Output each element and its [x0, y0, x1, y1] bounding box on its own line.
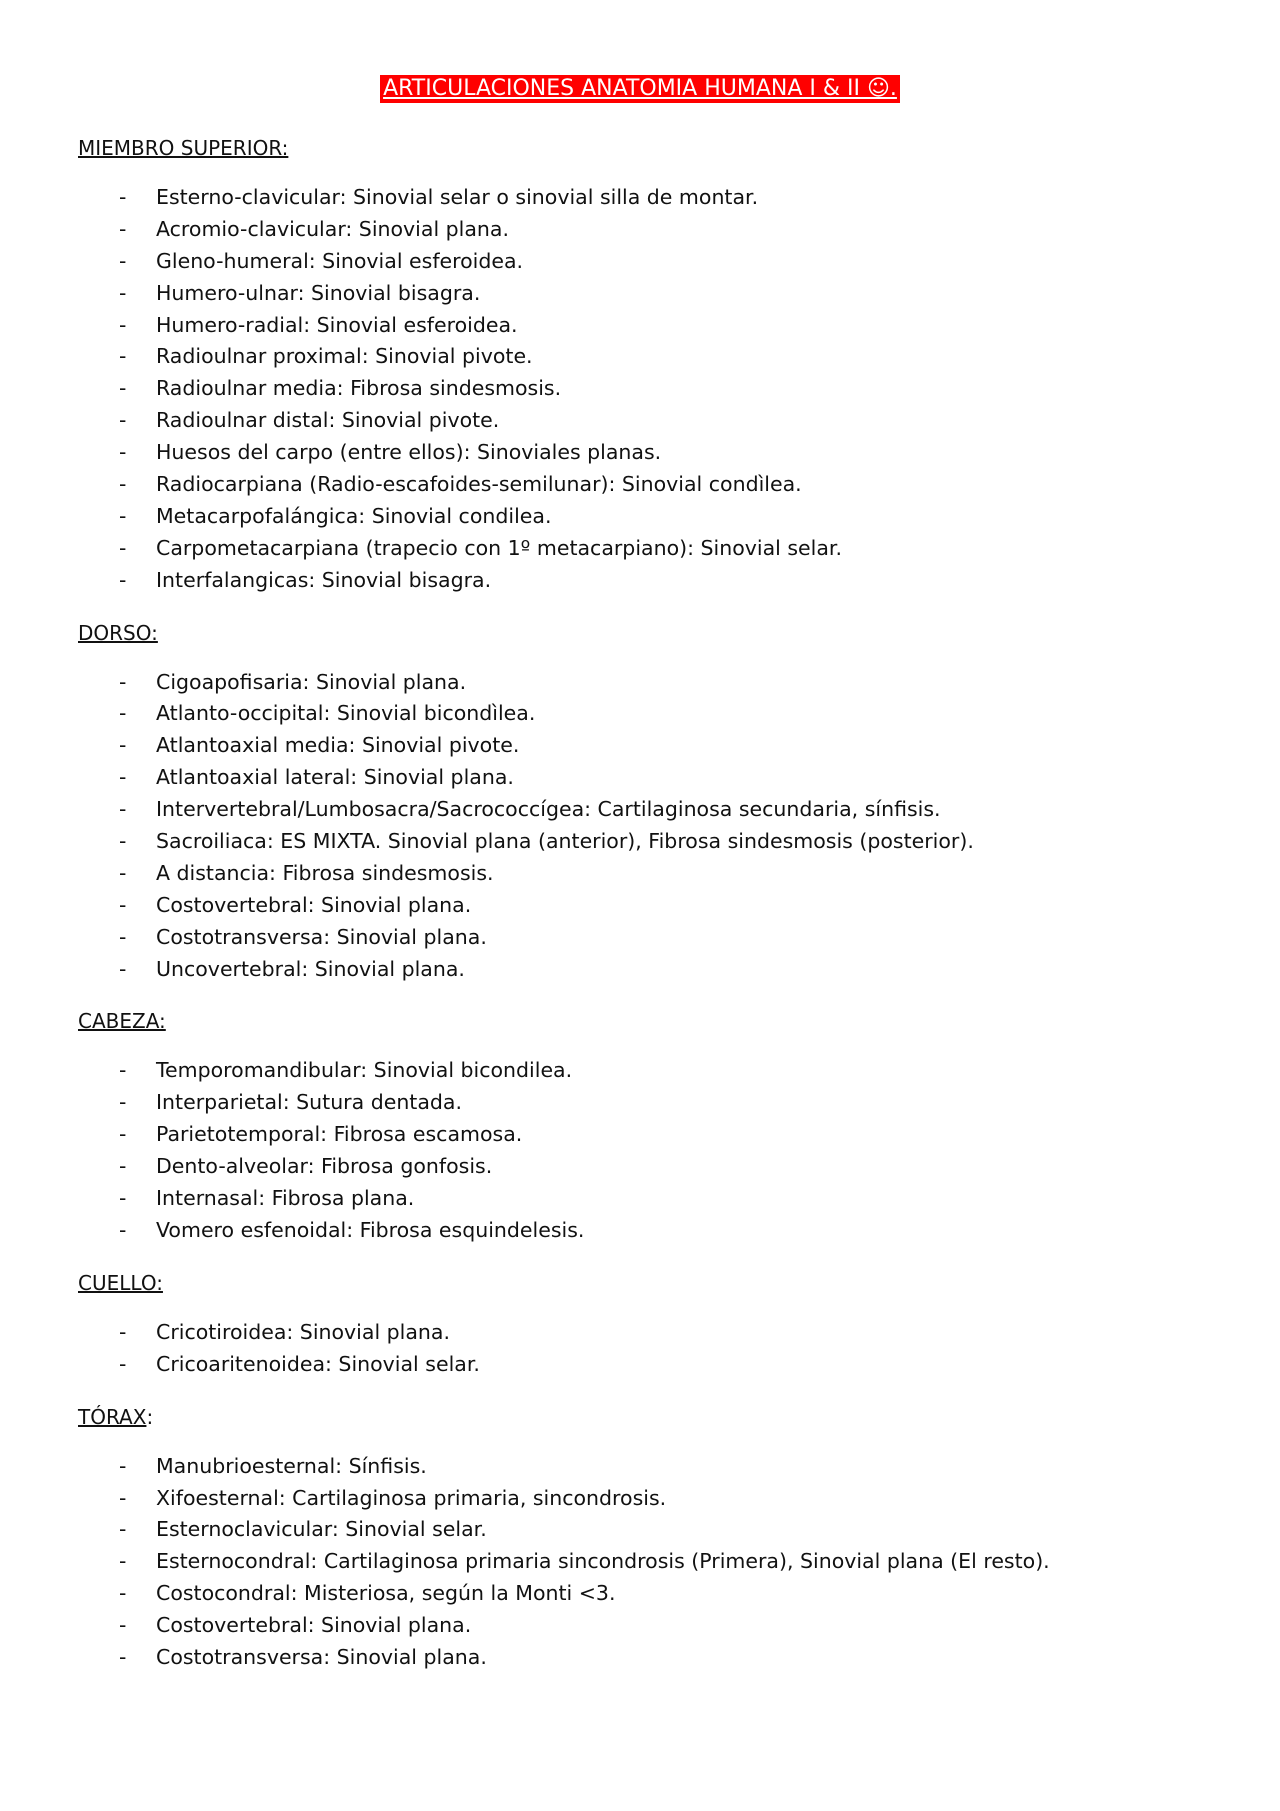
bullet-dash: -	[119, 248, 127, 273]
list-item-text: Cricoaritenoidea: Sinovial selar.	[156, 1351, 480, 1376]
bullet-dash: -	[119, 440, 127, 465]
list-item	[78, 954, 1208, 986]
list-item-text: Temporomandibular: Sinovial bicondilea.	[156, 1058, 573, 1083]
list-item-text: Parietotemporal: Fibrosa escamosa.	[156, 1122, 523, 1147]
list-item-text: Metacarpofalángica: Sinovial condilea.	[156, 503, 552, 528]
section	[78, 619, 1208, 986]
list-item	[78, 405, 1208, 437]
bullet-dash: -	[119, 1122, 127, 1147]
list-item	[78, 373, 1208, 405]
list-item-text: Interfalangicas: Sinovial bisagra.	[156, 567, 492, 592]
list-item-text: Costovertebral: Sinovial plana.	[156, 1613, 472, 1638]
bullet-dash: -	[119, 829, 127, 854]
bullet-dash: -	[119, 1090, 127, 1115]
bullet-dash: -	[119, 1186, 127, 1211]
section-heading	[78, 1007, 1208, 1035]
list-item	[78, 730, 1208, 762]
list-item	[78, 1183, 1208, 1215]
list-item-text: Radioulnar proximal: Sinovial pivote.	[156, 344, 533, 369]
section	[78, 1403, 1208, 1674]
section-heading	[78, 1269, 1208, 1297]
list-item	[78, 1578, 1208, 1610]
bullet-dash: -	[119, 701, 127, 726]
bullet-dash: -	[119, 535, 127, 560]
list-item	[78, 565, 1208, 597]
list-item-text: Carpometacarpiana (trapecio con 1º metacarpiano): Sinovial selar.	[156, 535, 842, 560]
list-item-text: Atlanto-occipital: Sinovial bicondìlea.	[156, 701, 536, 726]
list-item-text: Uncovertebral: Sinovial plana.	[156, 956, 465, 981]
item-list	[78, 182, 1208, 597]
section	[78, 1269, 1208, 1381]
list-item	[78, 1317, 1208, 1349]
list-item	[78, 1215, 1208, 1247]
bullet-dash: -	[119, 1549, 127, 1574]
list-item	[78, 278, 1208, 310]
list-item-text: Manubrioesternal: Sínfisis.	[156, 1453, 427, 1478]
bullet-dash: -	[119, 1154, 127, 1179]
list-item-text: Vomero esfenoidal: Fibrosa esquindelesis.	[156, 1217, 585, 1242]
list-item-text: Esterno-clavicular: Sinovial selar o sinovial silla de montar.	[156, 185, 759, 209]
bullet-dash: -	[119, 1453, 127, 1478]
bullet-dash: -	[119, 1613, 127, 1638]
section-heading	[78, 1403, 1208, 1431]
bullet-dash: -	[119, 1517, 127, 1542]
list-item	[78, 858, 1208, 890]
bullet-dash: -	[119, 1644, 127, 1669]
bullet-dash: -	[119, 280, 127, 305]
document-content	[78, 134, 1208, 1674]
bullet-dash: -	[119, 956, 127, 981]
bullet-dash: -	[119, 860, 127, 885]
list-item	[78, 1483, 1208, 1515]
bullet-dash: -	[119, 797, 127, 822]
item-list	[78, 1317, 1208, 1381]
section-heading	[78, 134, 1208, 162]
title-wrapper	[0, 75, 1280, 103]
list-item	[78, 1349, 1208, 1381]
section-heading-underlined: CABEZA:	[78, 1009, 166, 1034]
list-item	[78, 341, 1208, 373]
list-item	[78, 182, 1208, 214]
list-item	[78, 698, 1208, 730]
list-item	[78, 890, 1208, 922]
list-item-text: Gleno-humeral: Sinovial esferoidea.	[156, 248, 524, 273]
bullet-dash: -	[119, 185, 127, 209]
list-item	[78, 437, 1208, 469]
bullet-dash: -	[119, 765, 127, 790]
list-item	[78, 1087, 1208, 1119]
list-item-text: Atlantoaxial media: Sinovial pivote.	[156, 733, 520, 758]
bullet-dash: -	[119, 892, 127, 917]
list-item	[78, 1610, 1208, 1642]
bullet-dash: -	[119, 1351, 127, 1376]
list-item	[78, 1546, 1208, 1578]
list-item-text: Dento-alveolar: Fibrosa gonfosis.	[156, 1154, 493, 1179]
bullet-dash: -	[119, 1581, 127, 1606]
list-item-text: Internasal: Fibrosa plana.	[156, 1186, 415, 1211]
list-item	[78, 501, 1208, 533]
list-item	[78, 762, 1208, 794]
list-item-text: Acromio-clavicular: Sinovial plana.	[156, 216, 509, 241]
list-item-text: Radioulnar distal: Sinovial pivote.	[156, 408, 500, 433]
list-item-text: Intervertebral/Lumbosacra/Sacrococcígea: Cartilaginosa secundaria, sínfisis.	[156, 797, 941, 822]
list-item-text: Esternoclavicular: Sinovial selar.	[156, 1517, 487, 1542]
bullet-dash: -	[119, 344, 127, 369]
list-item-text: Costotransversa: Sinovial plana.	[156, 1644, 487, 1669]
list-item-text: Huesos del carpo (entre ellos): Sinoviales planas.	[156, 440, 662, 465]
list-item	[78, 214, 1208, 246]
list-item-text: Humero-ulnar: Sinovial bisagra.	[156, 280, 481, 305]
bullet-dash: -	[119, 503, 127, 528]
list-item	[78, 794, 1208, 826]
section	[78, 1007, 1208, 1246]
list-item	[78, 246, 1208, 278]
list-item-text: Sacroiliaca: ES MIXTA. Sinovial plana (anterior), Fibrosa sindesmosis (posterior).	[156, 829, 974, 854]
list-item	[78, 667, 1208, 699]
list-item-text: Esternocondral: Cartilaginosa primaria sincondrosis (Primera), Sinovial plana (El resto).	[156, 1549, 1050, 1574]
bullet-dash: -	[119, 733, 127, 758]
list-item-text: Costovertebral: Sinovial plana.	[156, 892, 472, 917]
list-item-text: A distancia: Fibrosa sindesmosis.	[156, 860, 494, 885]
list-item	[78, 1451, 1208, 1483]
list-item	[78, 922, 1208, 954]
item-list	[78, 667, 1208, 986]
bullet-dash: -	[119, 1058, 127, 1083]
list-item	[78, 1642, 1208, 1674]
list-item-text: Costotransversa: Sinovial plana.	[156, 924, 487, 949]
section-heading-underlined: CUELLO:	[78, 1270, 163, 1295]
list-item-text: Atlantoaxial lateral: Sinovial plana.	[156, 765, 514, 790]
bullet-dash: -	[119, 216, 127, 241]
list-item-text: Interparietal: Sutura dentada.	[156, 1090, 462, 1115]
bullet-dash: -	[119, 408, 127, 433]
bullet-dash: -	[119, 669, 127, 694]
section-heading-underlined: TÓRAX	[78, 1404, 147, 1429]
section-heading-rest: :	[146, 1404, 154, 1429]
bullet-dash: -	[119, 376, 127, 401]
list-item	[78, 310, 1208, 342]
bullet-dash: -	[119, 472, 127, 497]
section	[78, 134, 1208, 597]
list-item-text: Radioulnar media: Fibrosa sindesmosis.	[156, 376, 562, 401]
section-heading	[78, 619, 1208, 647]
list-item	[78, 1119, 1208, 1151]
bullet-dash: -	[119, 1485, 127, 1510]
list-item-text: Humero-radial: Sinovial esferoidea.	[156, 312, 518, 337]
section-heading-underlined: MIEMBRO SUPERIOR:	[78, 136, 289, 160]
list-item-text: Radiocarpiana (Radio-escafoides-semilunar): Sinovial condìlea.	[156, 472, 802, 497]
list-item-text: Cricotiroidea: Sinovial plana.	[156, 1319, 450, 1344]
list-item-text: Xifoesternal: Cartilaginosa primaria, sincondrosis.	[156, 1485, 667, 1510]
list-item-text: Cigoapofisaria: Sinovial plana.	[156, 669, 467, 694]
list-item	[78, 1055, 1208, 1087]
list-item	[78, 1151, 1208, 1183]
bullet-dash: -	[119, 1217, 127, 1242]
item-list	[78, 1451, 1208, 1674]
bullet-dash: -	[119, 1319, 127, 1344]
bullet-dash: -	[119, 567, 127, 592]
document-title: ARTICULACIONES ANATOMIA HUMANA I & II ☺.	[380, 75, 900, 103]
list-item	[78, 533, 1208, 565]
list-item-text: Costocondral: Misteriosa, según la Monti <3.	[156, 1581, 616, 1606]
bullet-dash: -	[119, 312, 127, 337]
item-list	[78, 1055, 1208, 1246]
list-item	[78, 469, 1208, 501]
list-item	[78, 826, 1208, 858]
section-heading-underlined: DORSO:	[78, 620, 158, 645]
list-item	[78, 1514, 1208, 1546]
bullet-dash: -	[119, 924, 127, 949]
